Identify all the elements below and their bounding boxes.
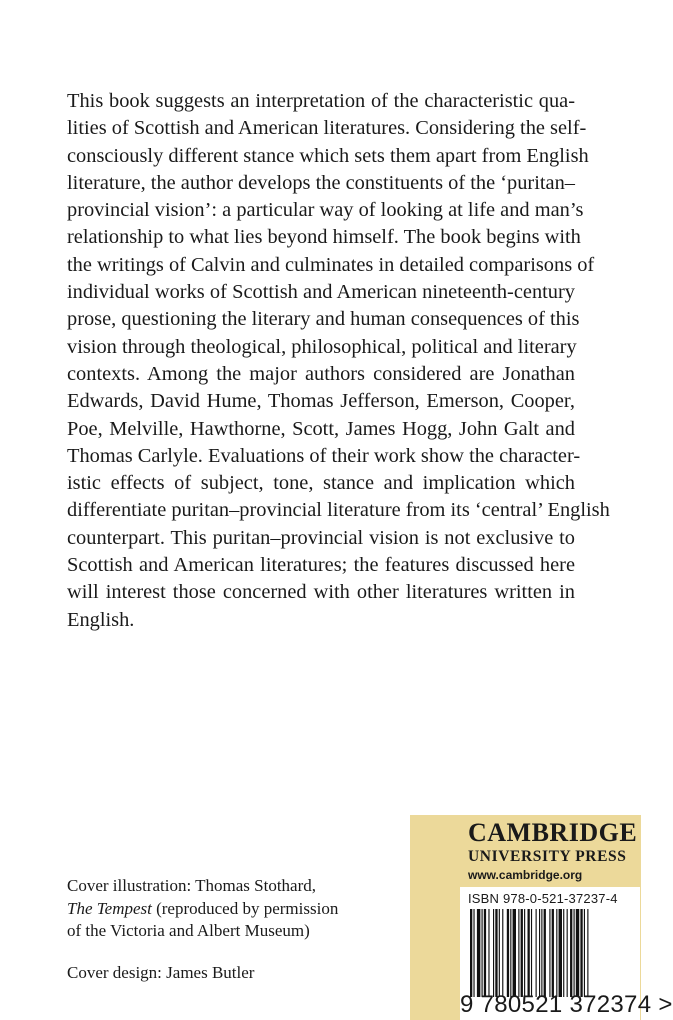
barcode-stripe [559, 909, 562, 997]
barcode-stripe [570, 909, 572, 997]
blurb-line: the writings of Calvin and culminates in detailed comparisons of [67, 253, 595, 276]
publisher-logo [468, 818, 638, 884]
illustration-credit-line3: of the Victoria and Albert Museum) [67, 921, 310, 940]
back-cover-blurb [67, 88, 610, 634]
barcode-stripe [521, 909, 523, 997]
publisher-subname: UNIVERSITY PRESS [468, 848, 627, 865]
blurb-line: counterpart. This puritan–provincial vision is not exclusive to [67, 526, 575, 549]
blurb-line: Thomas Carlyle. Evaluations of their work show the character- [67, 444, 581, 467]
barcode-stripe [507, 909, 509, 997]
blurb-line: literature, the author develops the constituents of the ‘puritan– [67, 171, 575, 194]
blurb-line: istic effects of subject, tone, stance and implication which [67, 472, 575, 495]
barcode-stripe [482, 909, 483, 997]
illustration-permission: (reproduced by permission [151, 898, 339, 918]
blurb-line: English. [67, 608, 135, 631]
barcode-stripe [518, 909, 519, 997]
publisher-url: www.cambridge.org [468, 868, 583, 882]
cover-credits [67, 875, 387, 984]
barcode-stripe [584, 909, 585, 997]
barcode-stripe [556, 909, 557, 997]
barcode-stripe [493, 909, 494, 997]
barcode-stripe [502, 909, 503, 997]
blurb-line: consciously different stance which sets them apart from English [67, 144, 589, 167]
barcode-stripe [567, 909, 568, 997]
illustration-title: The Tempest [67, 898, 152, 918]
blurb-line: prose, questioning the literary and human consequences of this [67, 308, 580, 331]
barcode-stripe [536, 909, 537, 997]
barcode-stripe [549, 909, 550, 997]
barcode-stripe [488, 909, 489, 997]
blurb-line: relationship to what lies beyond himself. The book begins with [67, 226, 581, 249]
barcode-stripe [576, 909, 579, 997]
blurb-line: contexts. Among the major authors considered are Jonathan [67, 362, 575, 385]
isbn-barcode [460, 887, 673, 1020]
blurb-line: Edwards, David Hume, Thomas Jefferson, Emerson, Cooper, [67, 390, 575, 413]
credits-spacer [67, 943, 387, 962]
barcode-digits: 9 780521 372374 > [460, 991, 673, 1018]
barcode-stripe [473, 909, 474, 997]
barcode-bars [470, 909, 630, 997]
barcode-stripe [524, 909, 525, 997]
blurb-line: differentiate puritan–provincial literature from its ‘central’ English [67, 499, 610, 522]
barcode-stripe [531, 909, 532, 997]
blurb-line: provincial vision’: a particular way of looking at life and man’s [67, 199, 584, 222]
barcode-stripe [541, 909, 542, 997]
barcode-stripe [477, 909, 480, 997]
publisher-name: CAMBRIDGE [468, 818, 638, 847]
design-credit: Cover design: James Butler [67, 962, 255, 982]
barcode-stripe [470, 909, 472, 997]
barcode-stripe [510, 909, 511, 997]
barcode-stripe [544, 909, 546, 997]
blurb-line: individual works of Scottish and American nineteenth-century [67, 281, 575, 304]
barcode-stripe [513, 909, 516, 997]
blurb-line: will interest those concerned with other literatures written in [67, 581, 575, 604]
publisher-panel [410, 815, 673, 1020]
blurb-line: vision through theological, philosophical, political and literary [67, 335, 577, 358]
isbn-label: ISBN 978-0-521-37237-4 [468, 891, 618, 906]
barcode-stripe [587, 909, 588, 997]
blurb-line: Poe, Melville, Hawthorne, Scott, James Hogg, John Galt and [67, 417, 575, 440]
barcode-stripe [552, 909, 554, 997]
barcode-stripe [574, 909, 575, 997]
blurb-line: This book suggests an interpretation of the characteristic qua- [67, 90, 575, 112]
barcode-stripe [528, 909, 530, 997]
barcode-stripe [539, 909, 540, 997]
barcode-stripe [499, 909, 500, 997]
barcode-stripe [580, 909, 582, 997]
blurb-line: Scottish and American literatures; the features discussed here [67, 554, 575, 577]
blurb-line: lities of Scottish and American literatures. Considering the self- [67, 117, 587, 140]
barcode-stripe [495, 909, 497, 997]
barcode-stripe [563, 909, 564, 997]
illustration-credit: Cover illustration: Thomas Stothard, [67, 876, 316, 895]
barcode-stripe [484, 909, 486, 997]
illustration-credit-line2 [67, 898, 387, 921]
